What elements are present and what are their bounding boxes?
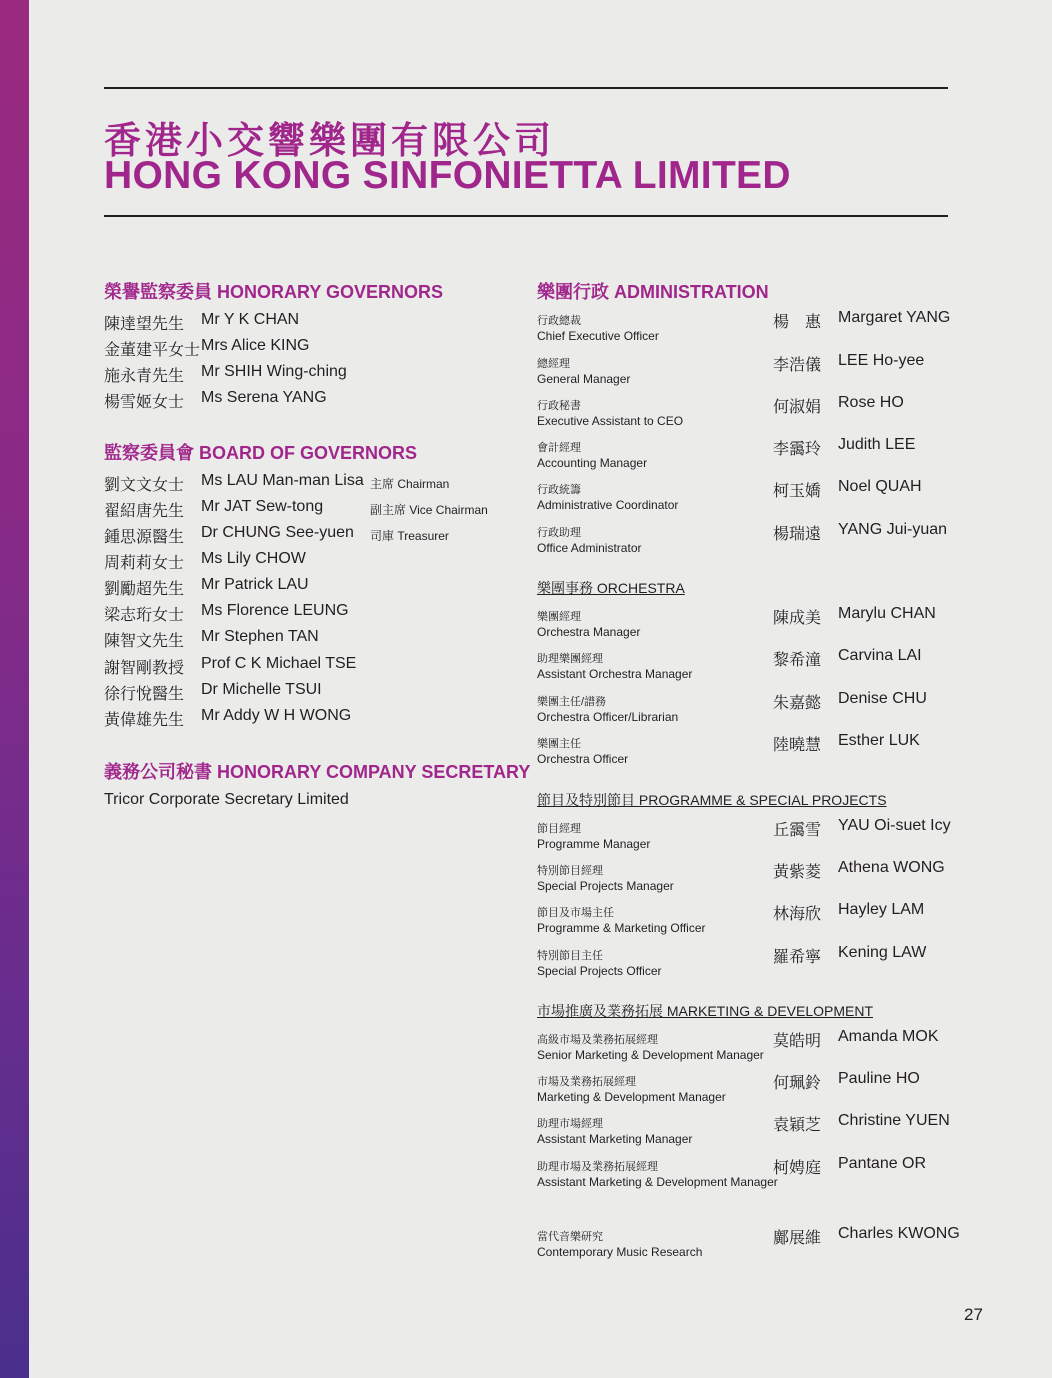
staff-entry bbox=[537, 521, 957, 561]
administration-heading: 樂團行政 ADMINISTRATION bbox=[537, 282, 769, 302]
orchestra-heading: 樂團事務 ORCHESTRA bbox=[537, 580, 685, 596]
member-name-zh: 黃偉雄先生 bbox=[104, 712, 185, 729]
staff-name-en: Noel QUAH bbox=[838, 478, 922, 495]
staff-title-zh: 行政秘書 bbox=[537, 400, 581, 412]
staff-title-en: Administrative Coordinator bbox=[537, 498, 679, 512]
staff-name-zh: 黎希潼 bbox=[773, 652, 822, 669]
staff-entry bbox=[537, 1155, 957, 1195]
staff-name-zh: 柯玉嬌 bbox=[773, 483, 822, 500]
staff-name-en: Rose HO bbox=[838, 394, 904, 411]
secretary-name: Tricor Corporate Secretary Limited bbox=[104, 791, 349, 808]
member-name-en: Mr Stephen TAN bbox=[201, 628, 319, 645]
staff-entry bbox=[537, 901, 957, 941]
member-name-en: Ms Florence LEUNG bbox=[201, 602, 349, 619]
member-name-zh: 劉勵超先生 bbox=[104, 581, 185, 598]
staff-name-en: Christine YUEN bbox=[838, 1112, 950, 1129]
side-color-bar bbox=[0, 0, 29, 1378]
staff-name-zh: 李浩儀 bbox=[773, 357, 822, 374]
title-english: HONG KONG SINFONIETTA LIMITED bbox=[104, 154, 791, 197]
staff-title-zh: 高級市場及業務拓展經理 bbox=[537, 1034, 658, 1046]
staff-name-en: Esther LUK bbox=[838, 732, 920, 749]
marketing-heading: 市場推廣及業務拓展 MARKETING & DEVELOPMENT bbox=[537, 1003, 874, 1019]
staff-title-en: Contemporary Music Research bbox=[537, 1245, 703, 1259]
member-name-en: Mr Addy W H WONG bbox=[201, 707, 352, 724]
staff-title-en: Office Administrator bbox=[537, 541, 642, 555]
member-name-zh: 謝智剛教授 bbox=[104, 660, 185, 677]
member-name-zh: 鍾思源醫生 bbox=[104, 529, 185, 546]
staff-name-en: YAU Oi-suet Icy bbox=[838, 817, 951, 834]
staff-name-zh: 柯娉庭 bbox=[773, 1160, 822, 1177]
staff-title-zh: 樂團主任 bbox=[537, 738, 581, 750]
member-name-en: Ms Serena YANG bbox=[201, 389, 327, 406]
staff-title-zh: 樂團經理 bbox=[537, 611, 581, 623]
staff-name-en: Kening LAW bbox=[838, 944, 927, 961]
staff-entry bbox=[537, 944, 957, 984]
staff-name-zh: 陸曉慧 bbox=[773, 737, 822, 754]
staff-name-en: Margaret YANG bbox=[838, 309, 951, 326]
staff-name-zh: 黃紫菱 bbox=[773, 864, 822, 881]
staff-title-zh: 會計經理 bbox=[537, 442, 581, 454]
staff-title-zh: 行政助理 bbox=[537, 527, 581, 539]
staff-entry bbox=[537, 690, 957, 730]
staff-name-en: Marylu CHAN bbox=[838, 605, 936, 622]
staff-name-en: YANG Jui-yuan bbox=[838, 521, 948, 538]
staff-entry bbox=[537, 1112, 957, 1152]
member-name-en: Mr Y K CHAN bbox=[201, 311, 300, 328]
staff-entry bbox=[537, 817, 957, 857]
staff-title-zh: 特別節目主任 bbox=[537, 950, 603, 962]
staff-entry bbox=[537, 1070, 957, 1110]
member-name-zh: 施永青先生 bbox=[104, 368, 185, 385]
honorary-governors-heading: 榮譽監察委員 HONORARY GOVERNORS bbox=[104, 282, 444, 302]
bottom-divider bbox=[104, 215, 948, 217]
staff-name-zh: 袁穎芝 bbox=[773, 1117, 822, 1134]
member-name-en: Dr CHUNG See-yuen bbox=[201, 524, 354, 541]
member-name-zh: 周莉莉女士 bbox=[104, 555, 185, 572]
staff-entry bbox=[537, 859, 957, 899]
staff-entry bbox=[537, 478, 957, 518]
member-name-zh: 翟紹唐先生 bbox=[104, 503, 185, 520]
staff-name-zh: 陳成美 bbox=[773, 610, 822, 627]
staff-title-zh: 助理市場經理 bbox=[537, 1118, 603, 1130]
staff-title-zh: 當代音樂研究 bbox=[537, 1231, 603, 1243]
member-name-en: Mr JAT Sew-tong bbox=[201, 498, 324, 515]
member-role: 副主席 Vice Chairman bbox=[370, 503, 488, 517]
board-heading: 監察委員會 BOARD OF GOVERNORS bbox=[104, 443, 418, 463]
member-name-en: Prof C K Michael TSE bbox=[201, 655, 357, 672]
programme-heading: 節目及特別節目 PROGRAMME & SPECIAL PROJECTS bbox=[537, 792, 887, 808]
staff-title-zh: 助理市場及業務拓展經理 bbox=[537, 1161, 658, 1173]
member-name-zh: 徐行悅醫生 bbox=[104, 686, 185, 703]
member-name-zh: 劉文文女士 bbox=[104, 477, 185, 494]
staff-name-zh: 楊 惠 bbox=[773, 314, 822, 331]
staff-entry bbox=[537, 352, 957, 392]
top-divider bbox=[104, 87, 948, 89]
staff-entry bbox=[537, 1028, 957, 1068]
staff-title-en: General Manager bbox=[537, 372, 631, 386]
member-role: 司庫 Treasurer bbox=[370, 529, 449, 543]
staff-entry bbox=[537, 1225, 960, 1265]
staff-name-en: Hayley LAM bbox=[838, 901, 925, 918]
staff-title-zh: 總經理 bbox=[537, 358, 570, 370]
staff-entry bbox=[537, 647, 957, 687]
staff-name-zh: 丘靄雪 bbox=[773, 822, 822, 839]
member-name-zh: 金董建平女士 bbox=[104, 342, 201, 359]
staff-title-en: Accounting Manager bbox=[537, 456, 648, 470]
staff-name-en: Judith LEE bbox=[838, 436, 916, 453]
staff-title-en: Assistant Marketing Manager bbox=[537, 1132, 693, 1146]
staff-name-en: Charles KWONG bbox=[838, 1225, 960, 1242]
staff-title-zh: 助理樂團經理 bbox=[537, 653, 603, 665]
staff-entry bbox=[537, 309, 957, 349]
member-name-zh: 梁志珩女士 bbox=[104, 607, 185, 624]
staff-name-en: Athena WONG bbox=[838, 859, 945, 876]
staff-title-en: Programme Manager bbox=[537, 837, 651, 851]
staff-title-zh: 樂團主任/譜務 bbox=[537, 696, 607, 708]
staff-name-en: Pantane OR bbox=[838, 1155, 927, 1172]
staff-title-en: Orchestra Officer/Librarian bbox=[537, 710, 679, 724]
member-name-en: Mr Patrick LAU bbox=[201, 576, 309, 593]
staff-title-zh: 行政統籌 bbox=[537, 484, 581, 496]
staff-entry bbox=[537, 436, 957, 476]
staff-title-en: Programme & Marketing Officer bbox=[537, 921, 706, 935]
staff-title-zh: 特別節目經理 bbox=[537, 865, 603, 877]
staff-title-zh: 節目及市場主任 bbox=[537, 907, 614, 919]
staff-title-en: Special Projects Manager bbox=[537, 879, 674, 893]
staff-name-zh: 何淑娟 bbox=[773, 399, 822, 416]
staff-title-en: Chief Executive Officer bbox=[537, 329, 659, 343]
member-name-en: Ms LAU Man-man Lisa bbox=[201, 472, 364, 489]
member-name-zh: 陳達望先生 bbox=[104, 316, 185, 333]
staff-name-zh: 李靄玲 bbox=[773, 441, 822, 458]
staff-entry bbox=[537, 394, 957, 434]
staff-title-zh: 節目經理 bbox=[537, 823, 581, 835]
staff-name-zh: 林海欣 bbox=[773, 906, 822, 923]
member-name-en: Ms Lily CHOW bbox=[201, 550, 306, 567]
staff-name-zh: 朱嘉懿 bbox=[773, 695, 822, 712]
staff-name-zh: 鄺展維 bbox=[773, 1230, 822, 1247]
staff-entry bbox=[537, 732, 957, 772]
page-number: 27 bbox=[964, 1305, 983, 1324]
staff-title-en: Executive Assistant to CEO bbox=[537, 414, 684, 428]
staff-name-zh: 楊瑞遠 bbox=[773, 526, 822, 543]
member-name-en: Mrs Alice KING bbox=[201, 337, 310, 354]
staff-name-en: Amanda MOK bbox=[838, 1028, 939, 1045]
staff-name-zh: 羅希寧 bbox=[773, 949, 822, 966]
staff-name-en: Pauline HO bbox=[838, 1070, 920, 1087]
staff-title-en: Assistant Orchestra Manager bbox=[537, 667, 693, 681]
staff-title-en: Marketing & Development Manager bbox=[537, 1090, 726, 1104]
staff-title-en: Special Projects Officer bbox=[537, 964, 662, 978]
staff-title-en: Senior Marketing & Development Manager bbox=[537, 1048, 764, 1062]
staff-name-zh: 莫皓明 bbox=[773, 1033, 822, 1050]
member-name-en: Dr Michelle TSUI bbox=[201, 681, 322, 698]
staff-title-en: Orchestra Manager bbox=[537, 625, 641, 639]
staff-name-en: Denise CHU bbox=[838, 690, 927, 707]
member-name-zh: 陳智文先生 bbox=[104, 633, 185, 650]
staff-name-en: LEE Ho-yee bbox=[838, 352, 925, 369]
title-chinese: 香港小交響樂團有限公司 bbox=[104, 120, 555, 161]
member-role: 主席 Chairman bbox=[370, 477, 450, 491]
staff-name-en: Carvina LAI bbox=[838, 647, 922, 664]
staff-entry bbox=[537, 605, 957, 645]
staff-title-zh: 市場及業務拓展經理 bbox=[537, 1076, 636, 1088]
secretary-heading: 義務公司秘書 HONORARY COMPANY SECRETARY bbox=[104, 762, 531, 782]
staff-title-en: Orchestra Officer bbox=[537, 752, 629, 766]
staff-title-en: Assistant Marketing & Development Manager bbox=[537, 1175, 778, 1189]
member-name-en: Mr SHIH Wing-ching bbox=[201, 363, 347, 380]
staff-name-zh: 何珮鈴 bbox=[773, 1075, 822, 1092]
member-name-zh: 楊雪姬女士 bbox=[104, 394, 185, 411]
staff-title-zh: 行政總裁 bbox=[537, 315, 581, 327]
